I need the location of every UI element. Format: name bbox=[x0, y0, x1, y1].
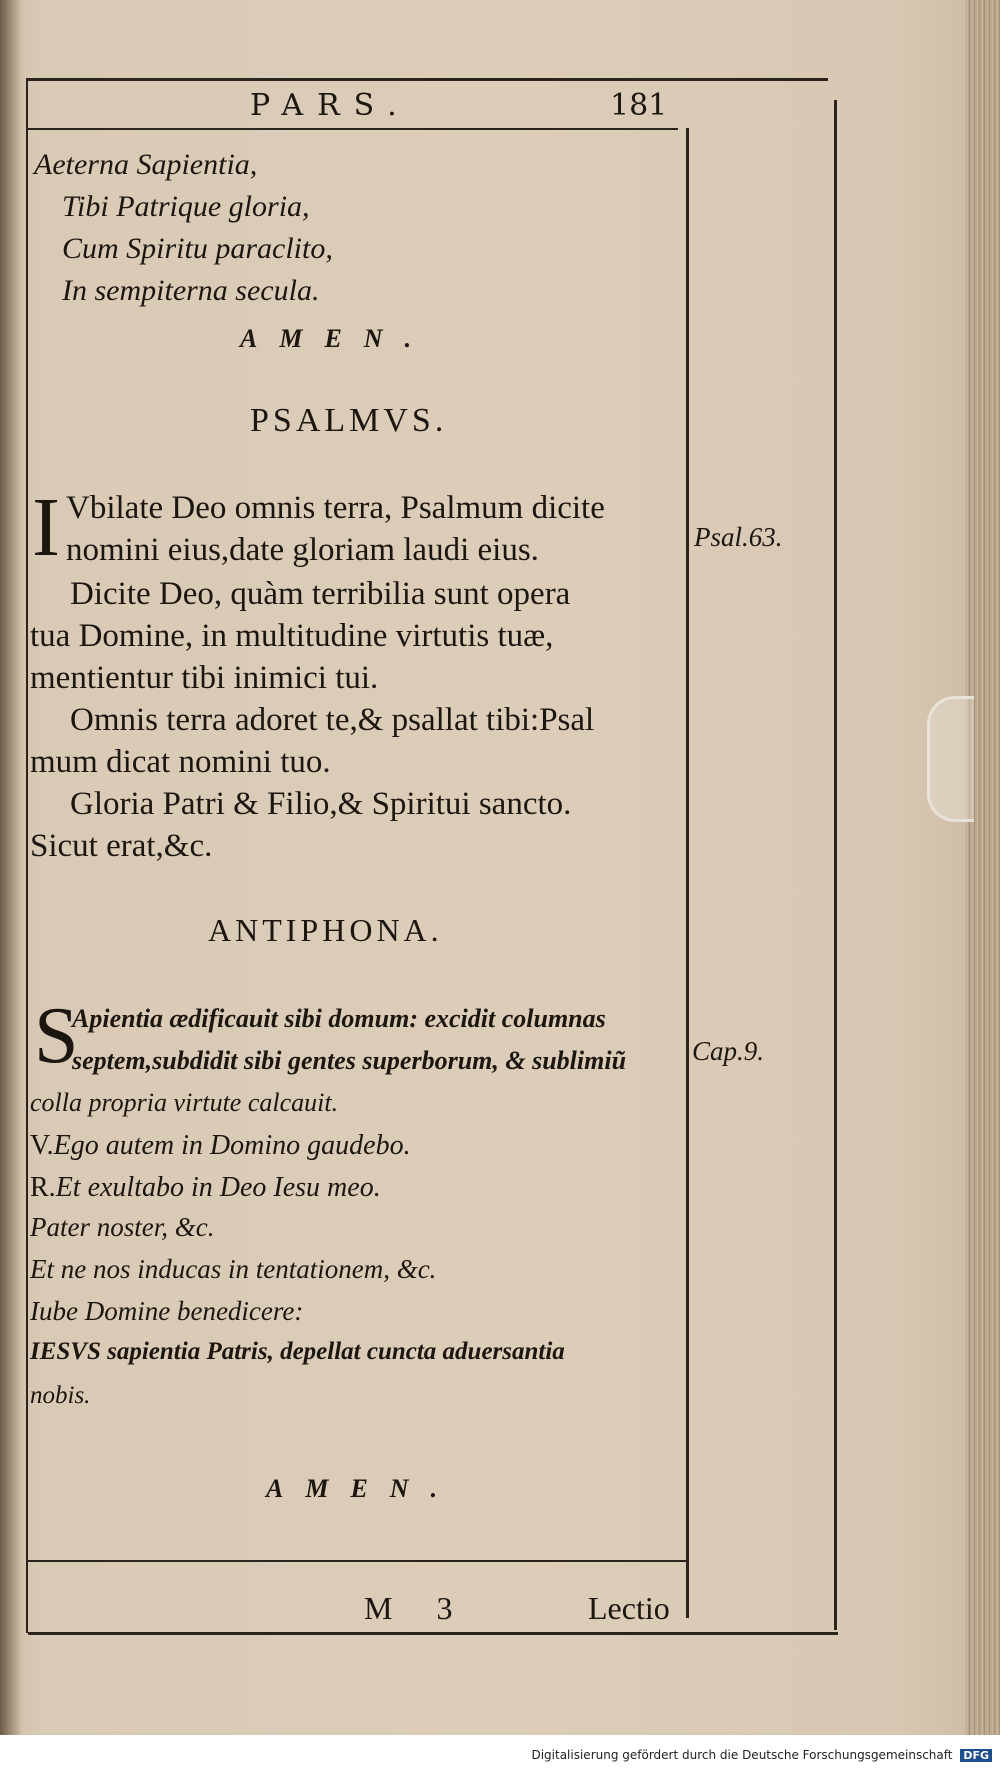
hymn-line: Aeterna Sapientia, bbox=[34, 148, 258, 181]
response bbox=[30, 1170, 381, 1204]
antiphon-line: Apientia ædificauit sibi domum: excidit columnas bbox=[72, 1004, 606, 1033]
psalm-line: tua Domine, in multitudine virtutis tuæ, bbox=[30, 618, 554, 654]
closing-line: IESVS sapientia Patris, depellat cuncta aduersantia bbox=[30, 1338, 565, 1365]
page-edge bbox=[966, 0, 1000, 1735]
versicle-text: Ego autem in Domino gaudebo. bbox=[53, 1130, 411, 1161]
text-column-rule bbox=[686, 128, 689, 1618]
digitization-notice bbox=[531, 1748, 992, 1762]
hymn-line: Tibi Patrique gloria, bbox=[62, 190, 310, 223]
closing-line: Et ne nos inducas in tentationem, &c. bbox=[30, 1254, 437, 1284]
bottom-rule bbox=[28, 1632, 838, 1635]
hymn-line: In sempiterna secula. bbox=[62, 274, 320, 307]
psalm-margin-reference: Psal.63. bbox=[694, 522, 783, 552]
head-rule bbox=[28, 128, 678, 130]
hymn-line: Cum Spiritu paraclito, bbox=[62, 232, 333, 265]
psalm-line: Sicut erat,&c. bbox=[30, 828, 213, 864]
foot-rule bbox=[28, 1560, 688, 1562]
top-rule bbox=[28, 78, 828, 81]
psalm-line: Omnis terra adoret te,& psallat tibi:Psal bbox=[70, 702, 595, 738]
versicle-mark: V. bbox=[30, 1130, 54, 1161]
antiphon-line: colla propria virtute calcauit. bbox=[30, 1088, 339, 1117]
digitization-text: Digitalisierung gefördert durch die Deutsche Forschungsgemeinschaft bbox=[531, 1748, 953, 1762]
antiphon-line: septem,subdidit sibi gentes superborum, & sublimiũ bbox=[72, 1046, 627, 1075]
closing-line: Iube Domine benedicere: bbox=[30, 1296, 304, 1326]
outer-margin-rule bbox=[834, 100, 837, 1630]
antiphon-dropcap: S bbox=[34, 992, 79, 1080]
running-title: PARS. bbox=[250, 88, 411, 123]
psalm-heading: PSALMVS. bbox=[250, 402, 448, 439]
versicle bbox=[30, 1128, 411, 1162]
psalm-line: mentientur tibi inimici tui. bbox=[30, 660, 379, 696]
antiphon-heading: ANTIPHONA. bbox=[208, 912, 443, 948]
closing-line: nobis. bbox=[30, 1382, 91, 1409]
digitization-footer bbox=[0, 1735, 1000, 1770]
page-number: 181 bbox=[610, 88, 668, 123]
response-mark: R. bbox=[30, 1172, 56, 1203]
spine-shadow bbox=[0, 0, 22, 1735]
psalm-line: Dicite Deo, quàm terribilia sunt opera bbox=[70, 576, 571, 612]
amen: AMEN. bbox=[240, 324, 434, 353]
response-text: Et exultabo in Deo Iesu meo. bbox=[55, 1172, 381, 1203]
psalm-line: Vbilate Deo omnis terra, Psalmum dicite bbox=[66, 490, 605, 526]
catchword: Lectio bbox=[588, 1590, 670, 1626]
psalm-line: mum dicat nomini tuo. bbox=[30, 744, 331, 780]
psalm-line: Gloria Patri & Filio,& Spiritui sancto. bbox=[70, 786, 572, 822]
psalm-line: nomini eius,date gloriam laudi eius. bbox=[66, 532, 539, 568]
page-clip bbox=[927, 696, 974, 822]
signature-mark: M 3 bbox=[364, 1590, 471, 1626]
psalm-dropcap: I bbox=[32, 481, 60, 574]
closing-line: Pater noster, &c. bbox=[30, 1212, 215, 1242]
antiphon-margin-reference: Cap.9. bbox=[692, 1036, 765, 1066]
dfg-logo: DFG bbox=[960, 1749, 992, 1762]
amen: AMEN. bbox=[266, 1474, 460, 1503]
left-rule bbox=[26, 78, 28, 1633]
